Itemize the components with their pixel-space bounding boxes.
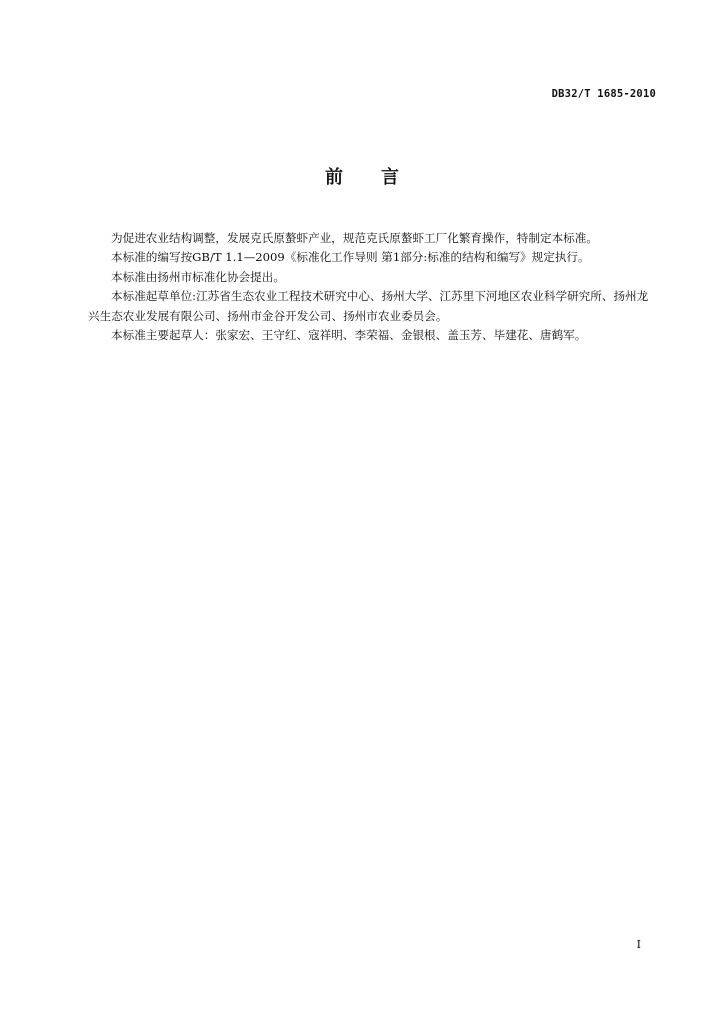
paragraph-drafters: 本标准主要起草人：张家宏、王守红、寇祥明、李荣福、金银根、盖玉芳、毕建花、唐鹤军。 [111, 328, 587, 343]
page-title [0, 163, 724, 189]
page-title-part-1: 前 [325, 167, 343, 188]
paragraph-drafting-units: 本标准起草单位:江苏省生态农业工程技术研究中心、扬州大学、江苏里下河地区农业科学研究所、扬州龙兴生态农业发展有限公司、扬州市金谷开发公司、扬州市农业委员会。 [88, 289, 649, 323]
document-code: DB32/T 1685-2010 [551, 88, 656, 100]
foreword-body [88, 229, 658, 345]
page-number: I [636, 938, 641, 951]
paragraph-proposer: 本标准由扬州市标准化协会提出。 [111, 269, 285, 284]
page-title-part-2: 言 [381, 167, 399, 188]
paragraph-purpose: 为促进农业结构调整，发展克氏原螯虾产业，规范克氏原螯虾工厂化繁育操作，特制定本标准。 [111, 231, 598, 245]
paragraph-drafting-rules: 本标准的编写按GB/T 1.1—2009《标准化工作导则 第1部分:标准的结构和编写》规定执行。 [111, 250, 590, 265]
